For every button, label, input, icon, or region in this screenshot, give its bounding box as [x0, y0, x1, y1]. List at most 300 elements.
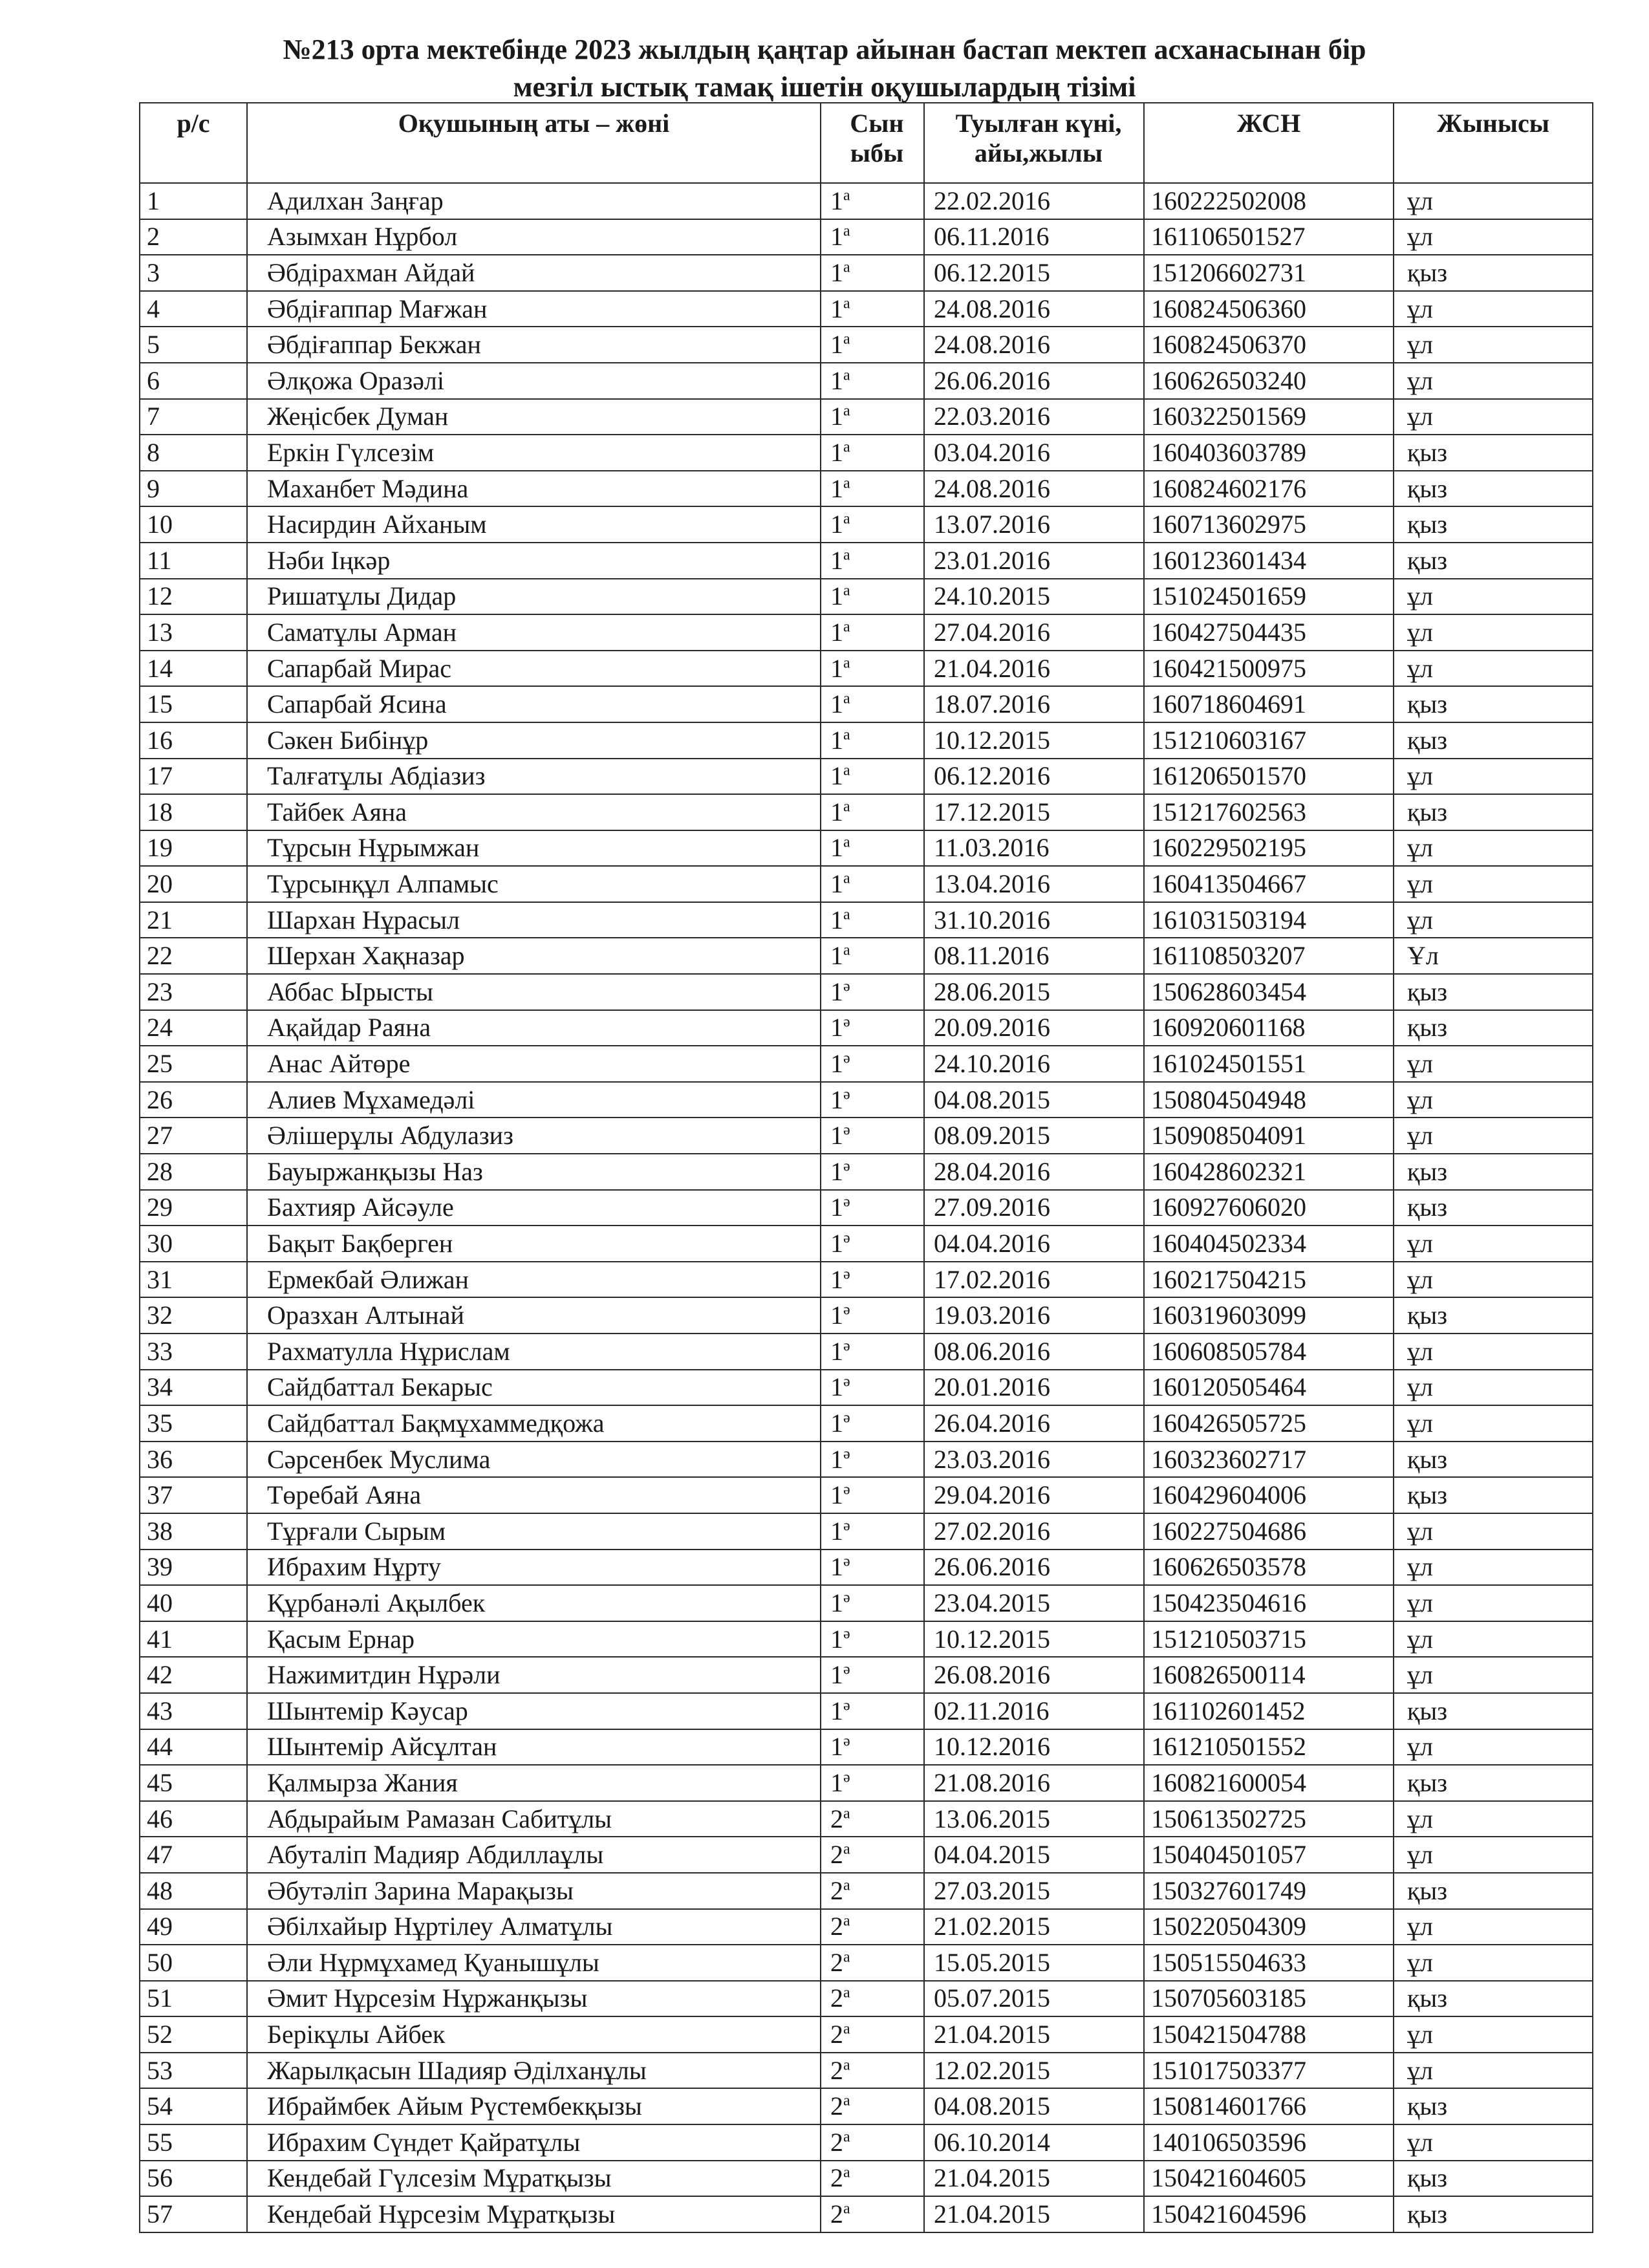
cell-gender: ұл — [1394, 1909, 1593, 1945]
grade-letter: а — [843, 870, 850, 887]
cell-no: 15 — [140, 686, 247, 722]
cell-grade — [821, 2016, 924, 2053]
cell-grade — [821, 902, 924, 938]
cell-grade — [821, 1550, 924, 1586]
cell-name: Бауыржанқызы Наз — [247, 1154, 821, 1190]
cell-gender: ұл — [1394, 291, 1593, 327]
cell-name: Оразхан Алтынай — [247, 1297, 821, 1334]
cell-gender: ұл — [1394, 1334, 1593, 1370]
cell-iin: 160927606020 — [1144, 1190, 1394, 1226]
cell-gender: қыз — [1394, 1693, 1593, 1729]
header-no: р/с — [140, 103, 247, 183]
cell-gender: қыз — [1394, 794, 1593, 830]
cell-name: Қасым Ернар — [247, 1621, 821, 1658]
cell-iin: 161106501527 — [1144, 219, 1394, 255]
cell-no: 6 — [140, 363, 247, 399]
grade-letter: ә — [843, 1589, 850, 1606]
cell-gender: ұл — [1394, 2053, 1593, 2089]
grade-letter: а — [843, 906, 850, 923]
table-row — [140, 759, 1593, 795]
cell-no: 18 — [140, 794, 247, 830]
cell-name: Талғатұлы Абдіазиз — [247, 759, 821, 795]
cell-iin: 161206501570 — [1144, 759, 1394, 795]
grade-number: 2 — [830, 2163, 843, 2193]
cell-grade — [821, 2053, 924, 2089]
cell-no: 12 — [140, 579, 247, 615]
title-line-2: мезгіл ыстық тамақ ішетін оқушылардың тізімі — [513, 71, 1136, 103]
cell-gender: ұл — [1394, 1046, 1593, 1082]
cell-no: 24 — [140, 1010, 247, 1046]
cell-gender: қыз — [1394, 1442, 1593, 1478]
cell-iin: 160428602321 — [1144, 1154, 1394, 1190]
cell-iin: 150421504788 — [1144, 2016, 1394, 2053]
grade-number: 1 — [830, 761, 843, 791]
cell-grade — [821, 1945, 924, 1981]
cell-dob: 28.04.2016 — [924, 1154, 1144, 1190]
cell-no: 9 — [140, 471, 247, 507]
cell-name: Әбдірахман Айдай — [247, 255, 821, 291]
table-row — [140, 255, 1593, 291]
header-grade — [821, 103, 924, 183]
cell-iin: 160404502334 — [1144, 1226, 1394, 1262]
grade-letter: ә — [843, 1517, 850, 1535]
cell-dob: 13.04.2016 — [924, 866, 1144, 902]
cell-iin: 160821600054 — [1144, 1765, 1394, 1801]
table-row — [140, 2161, 1593, 2197]
cell-name: Насирдин Айханым — [247, 506, 821, 543]
table-row — [140, 902, 1593, 938]
table-row — [140, 2124, 1593, 2161]
cell-grade — [821, 435, 924, 471]
grade-letter: ә — [843, 978, 850, 995]
cell-dob: 21.04.2016 — [924, 651, 1144, 687]
cell-dob: 08.09.2015 — [924, 1118, 1144, 1154]
cell-gender: ұл — [1394, 2124, 1593, 2161]
table-row — [140, 435, 1593, 471]
cell-iin: 160824506360 — [1144, 291, 1394, 327]
grade-number: 2 — [830, 1804, 843, 1833]
cell-dob: 13.07.2016 — [924, 506, 1144, 543]
cell-no: 53 — [140, 2053, 247, 2089]
cell-grade — [821, 794, 924, 830]
cell-iin: 150515504633 — [1144, 1945, 1394, 1981]
cell-iin: 150628603454 — [1144, 974, 1394, 1010]
cell-dob: 24.10.2015 — [924, 579, 1144, 615]
table-row — [140, 1513, 1593, 1550]
table-row — [140, 1729, 1593, 1766]
cell-iin: 160626503240 — [1144, 363, 1394, 399]
grade-letter: а — [843, 223, 850, 241]
cell-dob: 20.01.2016 — [924, 1370, 1144, 1406]
grade-number: 1 — [830, 437, 843, 467]
cell-dob: 29.04.2016 — [924, 1477, 1144, 1513]
cell-iin: 160824506370 — [1144, 327, 1394, 363]
cell-dob: 04.04.2015 — [924, 1837, 1144, 1873]
cell-dob: 04.04.2016 — [924, 1226, 1144, 1262]
cell-dob: 05.07.2015 — [924, 1981, 1144, 2017]
cell-gender: ұл — [1394, 363, 1593, 399]
grade-letter: а — [843, 798, 850, 815]
grade-number: 1 — [830, 1767, 843, 1797]
cell-gender: ұл — [1394, 399, 1593, 435]
cell-dob: 08.06.2016 — [924, 1334, 1144, 1370]
cell-gender: қыз — [1394, 1981, 1593, 2017]
table-row — [140, 651, 1593, 687]
document-title — [103, 31, 1546, 106]
table-row — [140, 866, 1593, 902]
grade-letter: а — [843, 2020, 850, 2038]
cell-gender: ұл — [1394, 183, 1593, 219]
grade-letter: ә — [843, 1409, 850, 1427]
table-row — [140, 1442, 1593, 1478]
cell-name: Әли Нұрмұхамед Қуанышұлы — [247, 1945, 821, 1981]
cell-dob: 27.09.2016 — [924, 1190, 1144, 1226]
cell-name: Абдырайым Рамазан Сабитұлы — [247, 1801, 821, 1837]
table-row — [140, 2088, 1593, 2124]
cell-dob: 26.06.2016 — [924, 1550, 1144, 1586]
table-row — [140, 183, 1593, 219]
title-line-1: №213 орта мектебінде 2023 жылдың қаңтар айынан бастап мектеп асханасынан бір — [283, 34, 1366, 65]
cell-grade — [821, 506, 924, 543]
cell-iin: 150421604596 — [1144, 2196, 1394, 2232]
cell-gender: ұл — [1394, 1657, 1593, 1693]
cell-dob: 15.05.2015 — [924, 1945, 1144, 1981]
cell-iin: 160319603099 — [1144, 1297, 1394, 1334]
cell-name: Саматұлы Арман — [247, 614, 821, 651]
cell-grade — [821, 363, 924, 399]
cell-dob: 21.04.2015 — [924, 2161, 1144, 2197]
cell-grade — [821, 1801, 924, 1837]
cell-dob: 08.11.2016 — [924, 938, 1144, 974]
cell-dob: 20.09.2016 — [924, 1010, 1144, 1046]
cell-gender: ұл — [1394, 1082, 1593, 1118]
cell-name: Абуталіп Мадияр Абдиллаұлы — [247, 1837, 821, 1873]
cell-gender: ұл — [1394, 2016, 1593, 2053]
table-row — [140, 1010, 1593, 1046]
grade-number: 1 — [830, 1660, 843, 1690]
cell-iin: 160120505464 — [1144, 1370, 1394, 1406]
cell-name: Қалмырза Жания — [247, 1765, 821, 1801]
cell-dob: 11.03.2016 — [924, 830, 1144, 867]
grade-number: 2 — [830, 2020, 843, 2049]
cell-grade — [821, 1513, 924, 1550]
grade-number: 1 — [830, 1588, 843, 1617]
cell-grade — [821, 1226, 924, 1262]
cell-name: Ришатұлы Дидар — [247, 579, 821, 615]
grade-letter: а — [843, 1949, 850, 1966]
grade-letter: а — [843, 2128, 850, 2146]
grade-letter: ә — [843, 1266, 850, 1283]
cell-gender: қыз — [1394, 2161, 1593, 2197]
cell-name: Сайдбаттал Бақмұхаммедқожа — [247, 1405, 821, 1442]
cell-no: 27 — [140, 1118, 247, 1154]
cell-name: Алиев Мұхамедәлі — [247, 1082, 821, 1118]
cell-name: Әлішерұлы Абдулазиз — [247, 1118, 821, 1154]
cell-grade — [821, 1765, 924, 1801]
cell-gender: ұл — [1394, 1621, 1593, 1658]
cell-no: 35 — [140, 1405, 247, 1442]
grade-number: 1 — [830, 581, 843, 611]
cell-name: Тайбек Аяна — [247, 794, 821, 830]
table-row — [140, 1262, 1593, 1298]
cell-iin: 151024501659 — [1144, 579, 1394, 615]
cell-iin: 160608505784 — [1144, 1334, 1394, 1370]
grade-letter: а — [843, 1985, 850, 2002]
cell-name: Кендебай Гүлсезім Мұратқызы — [247, 2161, 821, 2197]
cell-grade — [821, 1477, 924, 1513]
cell-iin: 160824602176 — [1144, 471, 1394, 507]
cell-iin: 150327601749 — [1144, 1873, 1394, 1909]
cell-grade — [821, 1370, 924, 1406]
cell-no: 10 — [140, 506, 247, 543]
cell-name: Сәкен Бибінұр — [247, 722, 821, 759]
cell-dob: 27.04.2016 — [924, 614, 1144, 651]
cell-no: 7 — [140, 399, 247, 435]
cell-grade — [821, 1010, 924, 1046]
grade-letter: а — [843, 762, 850, 779]
grade-number: 1 — [830, 1229, 843, 1258]
cell-grade — [821, 759, 924, 795]
cell-dob: 28.06.2015 — [924, 974, 1144, 1010]
cell-grade — [821, 1405, 924, 1442]
grade-letter: а — [843, 654, 850, 672]
grade-letter: ә — [843, 1445, 850, 1463]
cell-iin: 160229502195 — [1144, 830, 1394, 867]
cell-grade — [821, 1262, 924, 1298]
cell-no: 50 — [140, 1945, 247, 1981]
cell-name: Еркін Гүлсезім — [247, 435, 821, 471]
grade-letter: а — [843, 330, 850, 348]
cell-dob: 06.12.2016 — [924, 759, 1144, 795]
cell-iin: 150404501057 — [1144, 1837, 1394, 1873]
cell-name: Ибраймбек Айым Рүстембекқызы — [247, 2088, 821, 2124]
grade-letter: а — [843, 618, 850, 636]
cell-iin: 161210501552 — [1144, 1729, 1394, 1766]
cell-dob: 31.10.2016 — [924, 902, 1144, 938]
grade-number: 1 — [830, 1516, 843, 1546]
cell-iin: 160718604691 — [1144, 686, 1394, 722]
grade-number: 1 — [830, 1696, 843, 1725]
cell-dob: 26.04.2016 — [924, 1405, 1144, 1442]
cell-iin: 151017503377 — [1144, 2053, 1394, 2089]
cell-no: 4 — [140, 291, 247, 327]
grade-letter: а — [843, 187, 850, 204]
grade-number: 2 — [830, 2199, 843, 2229]
cell-gender: ұл — [1394, 1513, 1593, 1550]
cell-name: Шархан Нұрасыл — [247, 902, 821, 938]
cell-name: Құрбанәлі Ақылбек — [247, 1585, 821, 1621]
cell-dob: 12.02.2015 — [924, 2053, 1144, 2089]
cell-gender: Ұл — [1394, 938, 1593, 974]
cell-grade — [821, 722, 924, 759]
cell-no: 45 — [140, 1765, 247, 1801]
grade-number: 1 — [830, 1408, 843, 1438]
cell-no: 47 — [140, 1837, 247, 1873]
grade-letter: ә — [843, 1553, 850, 1571]
cell-name: Төребай Аяна — [247, 1477, 821, 1513]
cell-no: 34 — [140, 1370, 247, 1406]
cell-grade — [821, 291, 924, 327]
cell-iin: 150705603185 — [1144, 1981, 1394, 2017]
cell-no: 1 — [140, 183, 247, 219]
cell-name: Аббас Ырысты — [247, 974, 821, 1010]
cell-iin: 161108503207 — [1144, 938, 1394, 974]
table-row — [140, 399, 1593, 435]
cell-dob: 24.08.2016 — [924, 471, 1144, 507]
cell-name: Тұрсын Нұрымжан — [247, 830, 821, 867]
cell-grade — [821, 1837, 924, 1873]
grade-letter: ә — [843, 1374, 850, 1391]
cell-gender: қыз — [1394, 506, 1593, 543]
header-name: Оқушының аты – жөні — [247, 103, 821, 183]
grade-letter: а — [843, 1877, 850, 1894]
cell-iin: 160323602717 — [1144, 1442, 1394, 1478]
cell-dob: 10.12.2015 — [924, 1621, 1144, 1658]
cell-grade — [821, 1118, 924, 1154]
cell-iin: 160429604006 — [1144, 1477, 1394, 1513]
students-table — [139, 102, 1593, 2233]
grade-number: 1 — [830, 510, 843, 539]
cell-iin: 160227504686 — [1144, 1513, 1394, 1550]
cell-no: 23 — [140, 974, 247, 1010]
cell-dob: 24.08.2016 — [924, 291, 1144, 327]
cell-name: Ибрахим Нұрту — [247, 1550, 821, 1586]
grade-number: 1 — [830, 294, 843, 323]
cell-grade — [821, 2161, 924, 2197]
grade-number: 1 — [830, 905, 843, 934]
cell-name: Анас Айтөре — [247, 1046, 821, 1082]
cell-dob: 26.06.2016 — [924, 363, 1144, 399]
grade-letter: ә — [843, 1301, 850, 1319]
grade-number: 1 — [830, 1121, 843, 1150]
cell-iin: 160222502008 — [1144, 183, 1394, 219]
cell-no: 28 — [140, 1154, 247, 1190]
cell-no: 20 — [140, 866, 247, 902]
cell-grade — [821, 866, 924, 902]
cell-name: Жеңісбек Думан — [247, 399, 821, 435]
cell-dob: 17.02.2016 — [924, 1262, 1144, 1298]
grade-number: 1 — [830, 1193, 843, 1222]
table-row — [140, 219, 1593, 255]
table-row — [140, 1909, 1593, 1945]
cell-name: Шынтемір Айсұлтан — [247, 1729, 821, 1766]
cell-grade — [821, 1873, 924, 1909]
cell-no: 14 — [140, 651, 247, 687]
cell-grade — [821, 1693, 924, 1729]
cell-iin: 160217504215 — [1144, 1262, 1394, 1298]
cell-name: Әбілхайыр Нұртілеу Алматұлы — [247, 1909, 821, 1945]
cell-name: Ермекбай Әлижан — [247, 1262, 821, 1298]
cell-no: 17 — [140, 759, 247, 795]
header-dob — [924, 103, 1144, 183]
cell-name: Бақыт Бақберген — [247, 1226, 821, 1262]
cell-dob: 24.10.2016 — [924, 1046, 1144, 1082]
cell-no: 19 — [140, 830, 247, 867]
grade-letter: а — [843, 690, 850, 707]
cell-name: Әлқожа Оразәлі — [247, 363, 821, 399]
cell-gender: қыз — [1394, 1873, 1593, 1909]
grade-letter: а — [843, 2165, 850, 2182]
cell-name: Әмит Нұрсезім Нұржанқызы — [247, 1981, 821, 2017]
grade-letter: ә — [843, 1229, 850, 1247]
cell-name: Сапарбай Мирас — [247, 651, 821, 687]
grade-number: 2 — [830, 1912, 843, 1941]
cell-iin: 160421500975 — [1144, 651, 1394, 687]
table-row — [140, 1154, 1593, 1190]
cell-grade — [821, 1729, 924, 1766]
cell-gender: ұл — [1394, 1118, 1593, 1154]
grade-letter: ә — [843, 1769, 850, 1786]
grade-number: 1 — [830, 1732, 843, 1762]
cell-dob: 06.12.2015 — [924, 255, 1144, 291]
cell-no: 3 — [140, 255, 247, 291]
table-row — [140, 794, 1593, 830]
grade-letter: а — [843, 367, 850, 384]
grade-letter: а — [843, 2057, 850, 2074]
cell-iin: 161024501551 — [1144, 1046, 1394, 1082]
grade-number: 2 — [830, 2127, 843, 2157]
cell-name: Нажимитдин Нұрәли — [247, 1657, 821, 1693]
cell-iin: 150423504616 — [1144, 1585, 1394, 1621]
cell-dob: 03.04.2016 — [924, 435, 1144, 471]
cell-name: Ақайдар Раяна — [247, 1010, 821, 1046]
cell-dob: 17.12.2015 — [924, 794, 1144, 830]
cell-iin: 161031503194 — [1144, 902, 1394, 938]
cell-grade — [821, 543, 924, 579]
grade-letter: а — [843, 583, 850, 599]
cell-no: 31 — [140, 1262, 247, 1298]
cell-dob: 21.04.2015 — [924, 2016, 1144, 2053]
table-row — [140, 1082, 1593, 1118]
table-row — [140, 2053, 1593, 2089]
grade-letter: а — [843, 475, 850, 492]
cell-dob: 10.12.2016 — [924, 1729, 1144, 1766]
cell-iin: 160826500114 — [1144, 1657, 1394, 1693]
cell-gender: қыз — [1394, 435, 1593, 471]
cell-dob: 02.11.2016 — [924, 1693, 1144, 1729]
table-row — [140, 1981, 1593, 2017]
cell-name: Тұрсынқұл Алпамыс — [247, 866, 821, 902]
grade-number: 1 — [830, 725, 843, 755]
cell-no: 56 — [140, 2161, 247, 2197]
grade-number: 1 — [830, 1085, 843, 1114]
cell-dob: 21.04.2015 — [924, 2196, 1144, 2232]
cell-dob: 22.03.2016 — [924, 399, 1144, 435]
grade-letter: ә — [843, 1014, 850, 1031]
cell-gender: қыз — [1394, 1765, 1593, 1801]
grade-letter: а — [843, 942, 850, 959]
cell-grade — [821, 1585, 924, 1621]
cell-name: Азымхан Нұрбол — [247, 219, 821, 255]
cell-dob: 06.11.2016 — [924, 219, 1144, 255]
cell-grade — [821, 2124, 924, 2161]
grade-number: 2 — [830, 2055, 843, 2085]
cell-name: Маханбет Мәдина — [247, 471, 821, 507]
cell-grade — [821, 938, 924, 974]
grade-letter: а — [843, 1805, 850, 1822]
grade-letter: ә — [843, 1481, 850, 1498]
cell-gender: қыз — [1394, 1154, 1593, 1190]
cell-no: 26 — [140, 1082, 247, 1118]
table-row — [140, 1046, 1593, 1082]
cell-gender: ұл — [1394, 1729, 1593, 1766]
cell-grade — [821, 1909, 924, 1945]
header-grade-text: Сын ыбы — [850, 109, 904, 167]
cell-grade — [821, 399, 924, 435]
table-row — [140, 686, 1593, 722]
cell-gender: қыз — [1394, 471, 1593, 507]
cell-iin: 150220504309 — [1144, 1909, 1394, 1945]
